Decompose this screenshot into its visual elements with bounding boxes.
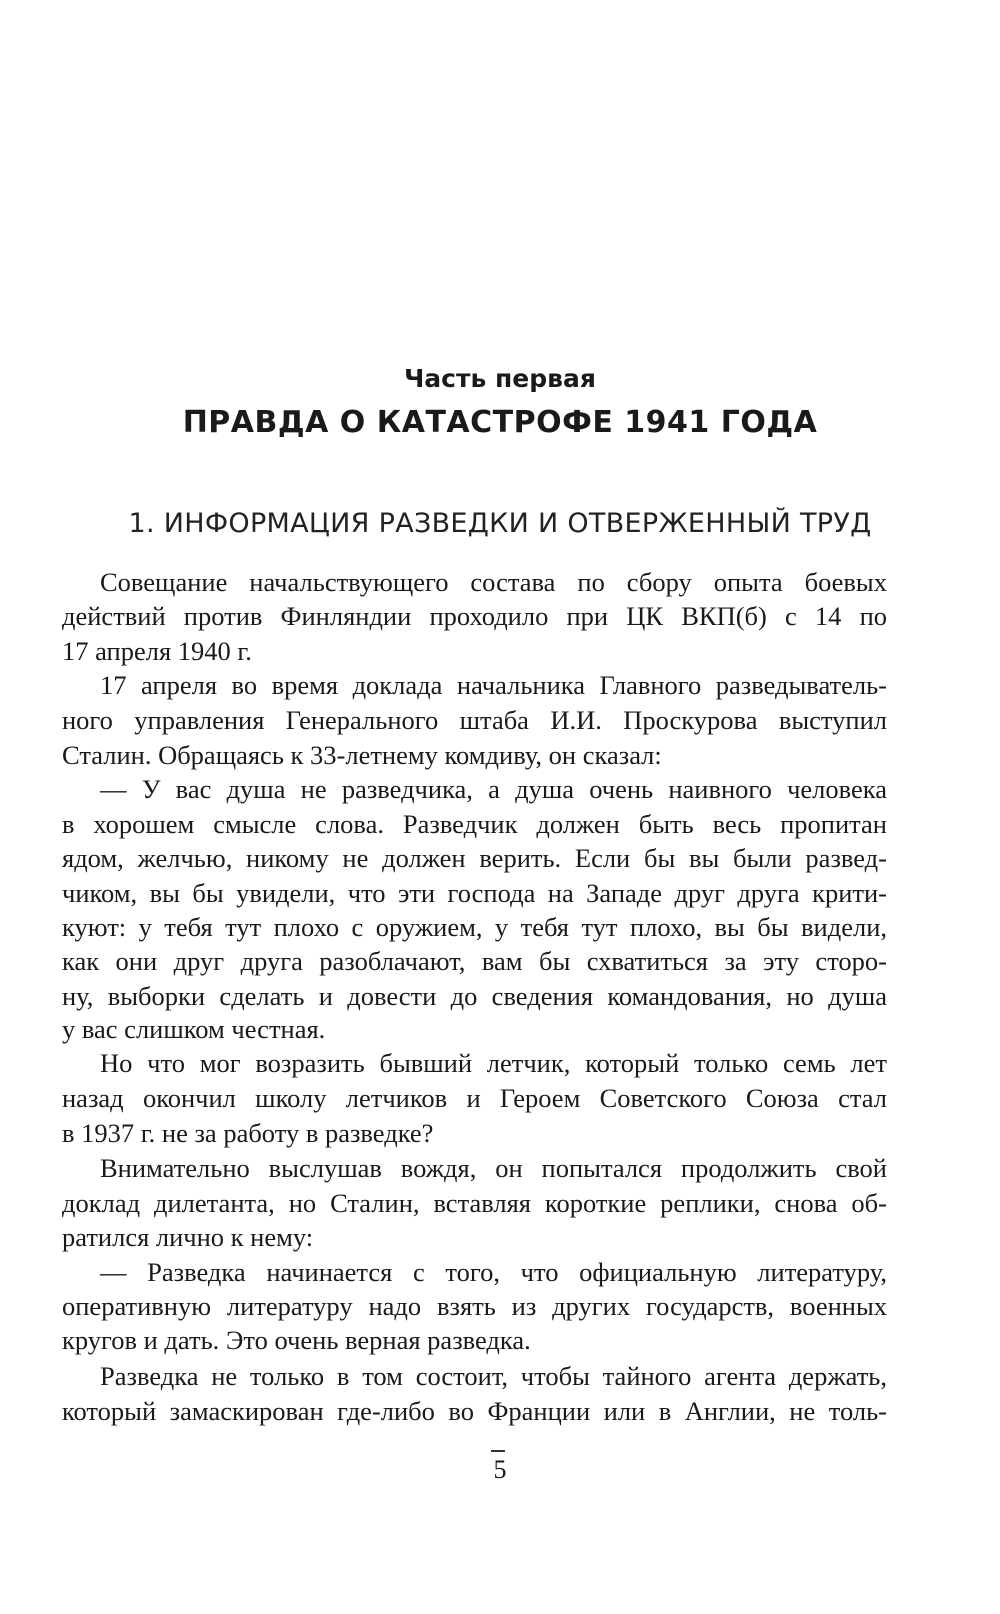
text-line: 17 апреля 1940 г. [62, 636, 252, 666]
text-line: который замаскирован где-либо во Франции или в Англии, не толь- [62, 1396, 887, 1426]
text-line: ядом, желчью, никому не должен верить. Если бы вы были развед- [62, 843, 887, 873]
text-line: Но что мог возразить бывший летчик, который только семь лет [100, 1048, 887, 1078]
text-line: — У вас душа не разведчика, а душа очень наивного человека [100, 774, 887, 804]
part-label: Часть первая [404, 364, 596, 393]
text-line: Сталин. Обращаясь к 33-летнему комдиву, он сказал: [62, 740, 662, 770]
text-line: как они друг друга разоблачают, вам бы схватиться за эту сторо- [62, 946, 887, 976]
chapter-title: 1. ИНФОРМАЦИЯ РАЗВЕДКИ И ОТВЕРЖЕННЫЙ ТРУД [128, 508, 872, 539]
text-line: Разведка не только в том состоит, чтобы тайного агента держать, [100, 1361, 887, 1391]
text-line: кругов и дать. Это очень верная разведка. [62, 1325, 531, 1355]
text-line: назад окончил школу летчиков и Героем Советского Союза стал [62, 1083, 887, 1113]
page-number-dash [491, 1450, 505, 1452]
page-number: 5 [493, 1455, 507, 1484]
text-line: действий против Финляндии проходило при ЦК ВКП(б) с 14 по [62, 601, 887, 631]
text-line: в хорошем смысле слова. Разведчик должен быть весь пропитан [62, 809, 887, 839]
text-line: в 1937 г. не за работу в разведке? [62, 1118, 434, 1148]
text-line: Совещание начальствующего состава по сбору опыта боевых [100, 567, 887, 597]
text-line: оперативную литературу надо взять из других государств, военных [62, 1291, 887, 1321]
text-line: 17 апреля во время доклада начальника Главного разведыватель- [100, 670, 887, 700]
text-line: — Разведка начинается с того, что официальную литературу, [100, 1257, 887, 1287]
text-line: куют: у тебя тут плохо с оружием, у тебя тут плохо, вы бы видели, [62, 912, 887, 942]
text-line: ну, выборки сделать и довести до сведения командования, но душа [62, 981, 887, 1011]
text-line: доклад дилетанта, но Сталин, вставляя короткие реплики, снова об- [62, 1188, 887, 1218]
text-line: чиком, вы бы увидели, что эти господа на Западе друг друга крити- [62, 878, 887, 908]
text-line: Внимательно выслушав вождя, он попытался продолжить свой [100, 1153, 887, 1183]
text-line: ратился лично к нему: [62, 1222, 314, 1252]
text-line: ного управления Генерального штаба И.И. Проскурова выступил [62, 705, 887, 735]
text-line: у вас слишком честная. [62, 1014, 326, 1044]
part-title: ПРАВДА О КАТАСТРОФЕ 1941 ГОДА [182, 405, 818, 440]
